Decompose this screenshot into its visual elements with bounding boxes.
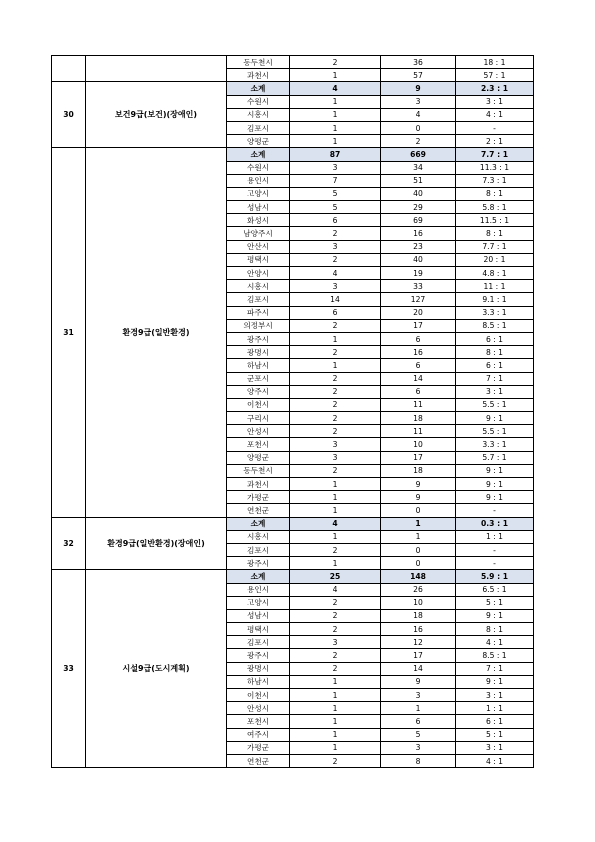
recruit-count-cell: 3 [290,280,381,293]
applicant-count-cell: 18 [381,609,456,622]
recruit-count-cell: 4 [290,583,381,596]
applicant-count-cell: 3 [381,741,456,754]
applicant-count-cell: 4 [381,108,456,121]
applicant-count-cell: 5 [381,728,456,741]
city-cell: 구리시 [227,412,290,425]
group-title: 보건9급(보건)(장애인) [86,82,227,148]
city-cell: 여주시 [227,728,290,741]
group-number: 32 [52,517,86,570]
applicant-count-cell: 14 [381,372,456,385]
recruit-count-cell: 1 [290,715,381,728]
applicant-count-cell: 0 [381,557,456,570]
recruit-count-cell: 2 [290,227,381,240]
competition-ratio-cell: 4 : 1 [456,108,534,121]
table-body [52,56,534,768]
recruit-count-cell: 14 [290,293,381,306]
recruit-count-cell: 6 [290,214,381,227]
competition-ratio-cell: 5.9 : 1 [456,570,534,583]
applicant-count-cell: 20 [381,306,456,319]
city-cell: 안성시 [227,702,290,715]
recruit-count-cell: 2 [290,319,381,332]
competition-ratio-cell: 1 : 1 [456,530,534,543]
competition-ratio-cell: 4 : 1 [456,754,534,767]
competition-ratio-cell: 0.3 : 1 [456,517,534,530]
recruit-count-cell: 1 [290,530,381,543]
competition-ratio-cell: 7.3 : 1 [456,174,534,187]
recruit-count-cell: 1 [290,69,381,82]
recruit-count-cell: 2 [290,56,381,69]
recruit-count-cell: 1 [290,741,381,754]
recruit-count-cell: 1 [290,728,381,741]
city-cell: 동두천시 [227,464,290,477]
competition-ratio-cell: 8 : 1 [456,227,534,240]
applicant-count-cell: 11 [381,425,456,438]
applicant-count-cell: 16 [381,227,456,240]
recruit-count-cell: 1 [290,332,381,345]
city-cell: 안성시 [227,425,290,438]
applicant-count-cell: 12 [381,636,456,649]
recruit-count-cell: 87 [290,148,381,161]
applicant-count-cell: 9 [381,478,456,491]
applicant-count-cell: 1 [381,702,456,715]
recruit-count-cell: 3 [290,451,381,464]
applicant-count-cell: 16 [381,623,456,636]
applicant-count-cell: 669 [381,148,456,161]
group-title: 환경9급(일반환경) [86,148,227,517]
city-cell: 과천시 [227,478,290,491]
applicant-count-cell: 0 [381,504,456,517]
city-cell: 파주시 [227,306,290,319]
recruit-count-cell: 1 [290,675,381,688]
city-cell: 시흥시 [227,280,290,293]
recruit-count-cell: 1 [290,121,381,134]
subtotal-label: 소계 [227,148,290,161]
table-row [52,56,534,69]
competition-ratio-cell: 4.8 : 1 [456,267,534,280]
recruit-count-cell: 2 [290,543,381,556]
competition-ratio-cell: 9 : 1 [456,609,534,622]
applicant-count-cell: 23 [381,240,456,253]
applicant-count-cell: 0 [381,543,456,556]
subtotal-row [52,517,534,530]
applicant-count-cell: 40 [381,187,456,200]
subtotal-row [52,82,534,95]
city-cell: 포천시 [227,438,290,451]
city-cell: 연천군 [227,754,290,767]
city-cell: 군포시 [227,372,290,385]
recruit-count-cell: 1 [290,108,381,121]
applicant-count-cell: 29 [381,201,456,214]
city-cell: 안양시 [227,267,290,280]
competition-ratio-cell: 20 : 1 [456,253,534,266]
city-cell: 포천시 [227,715,290,728]
applicant-count-cell: 14 [381,662,456,675]
city-cell: 수원시 [227,161,290,174]
city-cell: 김포시 [227,543,290,556]
recruit-count-cell: 3 [290,240,381,253]
applicant-count-cell: 2 [381,135,456,148]
applicant-count-cell: 9 [381,491,456,504]
competition-ratio-cell: - [456,557,534,570]
applicant-count-cell: 0 [381,121,456,134]
city-cell: 양평군 [227,135,290,148]
recruit-count-cell: 1 [290,359,381,372]
city-cell: 동두천시 [227,56,290,69]
recruit-count-cell: 1 [290,504,381,517]
competition-ratio-cell: 6 : 1 [456,359,534,372]
competition-ratio-cell: 11 : 1 [456,280,534,293]
applicant-count-cell: 1 [381,530,456,543]
applicant-count-cell: 16 [381,346,456,359]
city-cell: 의정부시 [227,319,290,332]
competition-ratio-cell: 7 : 1 [456,372,534,385]
applicant-count-cell: 36 [381,56,456,69]
city-cell: 남양주시 [227,227,290,240]
group-number: 33 [52,570,86,768]
city-cell: 고양시 [227,596,290,609]
applicant-count-cell: 33 [381,280,456,293]
city-cell: 용인시 [227,174,290,187]
recruit-count-cell: 5 [290,201,381,214]
applicant-count-cell: 17 [381,319,456,332]
competition-ratio-cell: 7.7 : 1 [456,240,534,253]
competition-ratio-cell: 8.5 : 1 [456,649,534,662]
city-cell: 광주시 [227,557,290,570]
recruit-count-cell: 2 [290,649,381,662]
competition-ratio-cell: 3.3 : 1 [456,438,534,451]
recruit-count-cell: 2 [290,398,381,411]
recruit-count-cell: 3 [290,161,381,174]
recruit-count-cell: 1 [290,478,381,491]
competition-ratio-cell: - [456,543,534,556]
recruit-count-cell: 3 [290,438,381,451]
competition-ratio-cell: - [456,504,534,517]
recruit-count-cell: 2 [290,412,381,425]
applicant-count-cell: 18 [381,464,456,477]
competition-ratio-cell: 7 : 1 [456,662,534,675]
recruit-count-cell: 4 [290,517,381,530]
applicant-count-cell: 40 [381,253,456,266]
city-cell: 김포시 [227,293,290,306]
competition-ratio-cell: - [456,121,534,134]
city-cell: 용인시 [227,583,290,596]
city-cell: 광주시 [227,649,290,662]
competition-ratio-cell: 3.3 : 1 [456,306,534,319]
city-cell: 광명시 [227,662,290,675]
applicant-count-cell: 18 [381,412,456,425]
recruit-count-cell: 1 [290,702,381,715]
city-cell: 양주시 [227,385,290,398]
applicant-count-cell: 6 [381,359,456,372]
city-cell: 과천시 [227,69,290,82]
competition-ratio-cell: 9 : 1 [456,412,534,425]
competition-ratio-cell: 9.1 : 1 [456,293,534,306]
competition-ratio-cell: 9 : 1 [456,464,534,477]
recruit-count-cell: 2 [290,372,381,385]
subtotal-row [52,148,534,161]
city-cell: 가평군 [227,491,290,504]
recruit-count-cell: 2 [290,346,381,359]
applicant-count-cell: 17 [381,649,456,662]
recruit-count-cell: 2 [290,425,381,438]
city-cell: 시흥시 [227,108,290,121]
competition-ratio-cell: 5.7 : 1 [456,451,534,464]
competition-ratio-cell: 3 : 1 [456,741,534,754]
subtotal-label: 소계 [227,82,290,95]
subtotal-label: 소계 [227,517,290,530]
recruit-count-cell: 7 [290,174,381,187]
applicant-count-cell: 10 [381,438,456,451]
applicant-count-cell: 9 [381,82,456,95]
recruit-count-cell: 25 [290,570,381,583]
competition-ratio-cell: 8.5 : 1 [456,319,534,332]
city-cell: 연천군 [227,504,290,517]
recruit-count-cell: 2 [290,609,381,622]
city-cell: 평택시 [227,623,290,636]
competition-ratio-cell: 6 : 1 [456,715,534,728]
competition-ratio-cell: 5 : 1 [456,596,534,609]
competition-ratio-cell: 3 : 1 [456,385,534,398]
competition-ratio-cell: 5.8 : 1 [456,201,534,214]
city-cell: 하남시 [227,359,290,372]
applicant-count-cell: 3 [381,689,456,702]
city-cell: 광명시 [227,346,290,359]
city-cell: 이천시 [227,689,290,702]
group-number: 31 [52,148,86,517]
recruit-count-cell: 2 [290,596,381,609]
competition-ratio-cell: 11.3 : 1 [456,161,534,174]
applicant-count-cell: 9 [381,675,456,688]
recruit-count-cell: 2 [290,253,381,266]
competition-ratio-cell: 11.5 : 1 [456,214,534,227]
city-cell: 성남시 [227,201,290,214]
recruit-count-cell: 2 [290,464,381,477]
recruit-count-cell: 6 [290,306,381,319]
city-cell: 안산시 [227,240,290,253]
group-title-cell [86,56,227,82]
recruit-count-cell: 1 [290,689,381,702]
city-cell: 김포시 [227,636,290,649]
recruit-count-cell: 1 [290,557,381,570]
applicant-count-cell: 11 [381,398,456,411]
recruit-count-cell: 2 [290,662,381,675]
recruit-count-cell: 2 [290,385,381,398]
recruit-count-cell: 5 [290,187,381,200]
city-cell: 이천시 [227,398,290,411]
competition-ratio-cell: 1 : 1 [456,702,534,715]
city-cell: 화성시 [227,214,290,227]
applicant-count-cell: 8 [381,754,456,767]
competition-ratio-cell: 4 : 1 [456,636,534,649]
applicant-count-cell: 57 [381,69,456,82]
competition-ratio-cell: 5.5 : 1 [456,398,534,411]
city-cell: 광주시 [227,332,290,345]
recruit-count-cell: 3 [290,636,381,649]
competition-ratio-cell: 3 : 1 [456,689,534,702]
recruit-count-cell: 2 [290,754,381,767]
applicant-count-cell: 26 [381,583,456,596]
applicant-count-cell: 69 [381,214,456,227]
recruit-count-cell: 1 [290,491,381,504]
competition-ratio-cell: 7.7 : 1 [456,148,534,161]
competition-ratio-cell: 9 : 1 [456,478,534,491]
applicant-count-cell: 6 [381,332,456,345]
recruit-count-cell: 4 [290,267,381,280]
applicant-count-cell: 6 [381,715,456,728]
group-number-cell [52,56,86,82]
subtotal-row [52,570,534,583]
city-cell: 하남시 [227,675,290,688]
competition-ratio-cell: 2.3 : 1 [456,82,534,95]
group-number: 30 [52,82,86,148]
competition-ratio-cell: 6.5 : 1 [456,583,534,596]
subtotal-label: 소계 [227,570,290,583]
city-cell: 김포시 [227,121,290,134]
applicant-count-cell: 19 [381,267,456,280]
competition-ratio-cell: 5.5 : 1 [456,425,534,438]
competition-ratio-cell: 9 : 1 [456,491,534,504]
applicant-count-cell: 10 [381,596,456,609]
recruit-count-cell: 4 [290,82,381,95]
city-cell: 고양시 [227,187,290,200]
competition-ratio-cell: 6 : 1 [456,332,534,345]
group-title: 시설9급(도시계획) [86,570,227,768]
competition-ratio-cell: 9 : 1 [456,675,534,688]
competition-ratio-cell: 57 : 1 [456,69,534,82]
competition-ratio-cell: 8 : 1 [456,346,534,359]
city-cell: 양평군 [227,451,290,464]
competition-ratio-cell: 5 : 1 [456,728,534,741]
competition-ratio-cell: 2 : 1 [456,135,534,148]
applicant-count-cell: 3 [381,95,456,108]
applicant-count-cell: 6 [381,385,456,398]
competition-ratio-cell: 8 : 1 [456,623,534,636]
competition-ratio-cell: 3 : 1 [456,95,534,108]
applicant-count-cell: 17 [381,451,456,464]
city-cell: 성남시 [227,609,290,622]
recruit-count-cell: 1 [290,95,381,108]
recruitment-ratio-table [51,55,534,768]
recruit-count-cell: 1 [290,135,381,148]
applicant-count-cell: 148 [381,570,456,583]
recruit-count-cell: 2 [290,623,381,636]
applicant-count-cell: 51 [381,174,456,187]
applicant-count-cell: 127 [381,293,456,306]
city-cell: 수원시 [227,95,290,108]
competition-ratio-cell: 18 : 1 [456,56,534,69]
city-cell: 시흥시 [227,530,290,543]
applicant-count-cell: 34 [381,161,456,174]
city-cell: 평택시 [227,253,290,266]
competition-ratio-cell: 8 : 1 [456,187,534,200]
applicant-count-cell: 1 [381,517,456,530]
city-cell: 가평군 [227,741,290,754]
group-title: 환경9급(일반환경)(장애인) [86,517,227,570]
